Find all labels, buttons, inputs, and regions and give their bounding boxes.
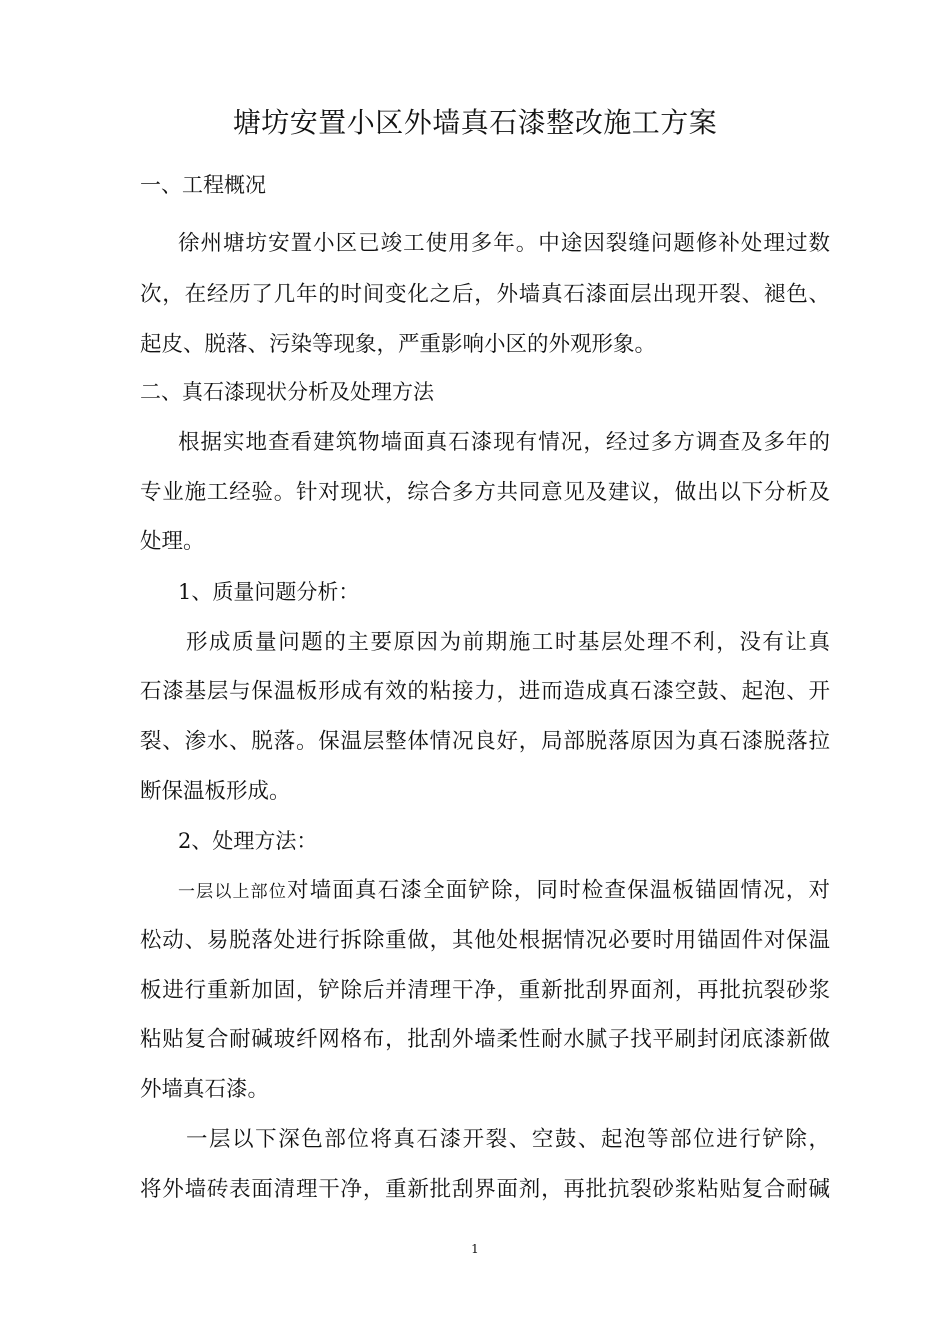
paragraph-line: 专业施工经验。针对现状，综合多方共同意见及建议，做出以下分析及 (140, 480, 830, 505)
paragraph-line: 石漆基层与保温板形成有效的粘接力，进而造成真石漆空鼓、起泡、开 (140, 679, 830, 704)
paragraph-line: 将外墙砖表面清理干净，重新批刮界面剂，再批抗裂砂浆粘贴复合耐碱 (140, 1177, 830, 1202)
paragraph-line: 次，在经历了几年的时间变化之后，外墙真石漆面层出现开裂、褪色、 (140, 282, 830, 307)
paragraph-line: 板进行重新加固，铲除后并清理干净，重新批刮界面剂，再批抗裂砂浆 (140, 978, 830, 1003)
paragraph-line: 一层以下深色部位将真石漆开裂、空鼓、起泡等部位进行铲除， (186, 1127, 830, 1152)
paragraph-line: 外墙真石漆。 (140, 1077, 270, 1102)
section-heading-analysis: 二、真石漆现状分析及处理方法 (140, 380, 434, 404)
paragraph-line: 松动、易脱落处进行拆除重做，其他处根据情况必要时用锚固件对保温 (140, 928, 830, 953)
paragraph-line: 粘贴复合耐碱玻纤网格布，批刮外墙柔性耐水腻子找平刷封闭底漆新做 (140, 1027, 830, 1052)
paragraph-line: 裂、渗水、脱落。保温层整体情况良好，局部脱落原因为真石漆脱落拉 (140, 729, 830, 754)
subsection-heading-method: 2、处理方法： (178, 829, 318, 853)
paragraph-line: 形成质量问题的主要原因为前期施工时基层处理不利，没有让真 (186, 630, 830, 655)
paragraph-text: 对墙面真石漆全面铲除，同时检查保温板锚固情况，对 (287, 878, 830, 903)
paragraph-lead-text: 一层以上部位 (178, 882, 288, 902)
paragraph-line: 处理。 (140, 529, 205, 554)
subsection-heading-quality: 1、质量问题分析： (178, 580, 360, 604)
paragraph-line: 徐州塘坊安置小区已竣工使用多年。中途因裂缝问题修补处理过数 (178, 231, 830, 256)
paragraph-line: 根据实地查看建筑物墙面真石漆现有情况，经过多方调查及多年的 (178, 430, 830, 455)
page-number: 1 (471, 1242, 479, 1256)
paragraph-line: 断保温板形成。 (140, 779, 291, 804)
paragraph-line: 起皮、脱落、污染等现象，严重影响小区的外观形象。 (140, 332, 657, 357)
document-title: 塘坊安置小区外墙真石漆整改施工方案 (232, 106, 718, 139)
section-heading-overview: 一、工程概况 (140, 173, 266, 197)
paragraph-line (178, 875, 830, 908)
